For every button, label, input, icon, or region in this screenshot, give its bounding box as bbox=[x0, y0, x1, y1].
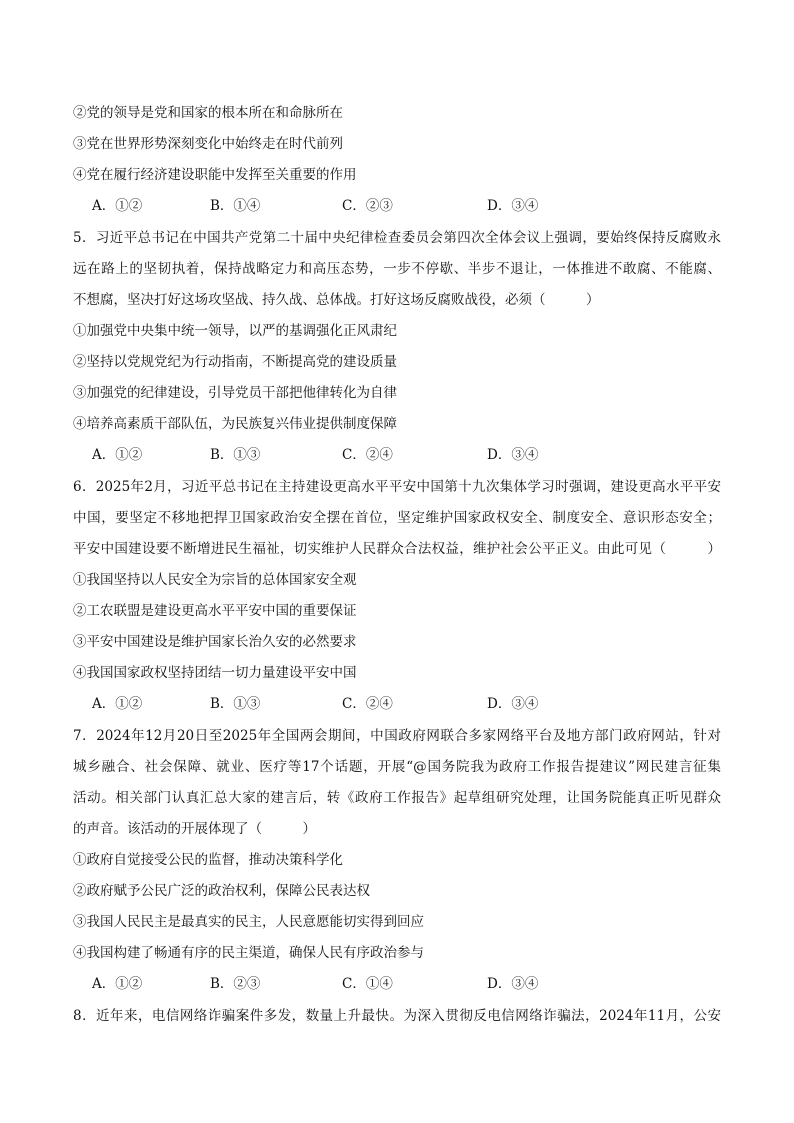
options-row bbox=[92, 694, 692, 714]
question-7-stem-line: 城乡融合、社会保障、就业、医疗等17个话题，开展“@国务院我为政府工作报告提建议”网民建言征集 bbox=[73, 759, 721, 775]
statement-1: ①加强党中央集中统一领导，以严的基调强化正风肃纪 bbox=[73, 323, 397, 339]
question-6-stem-line: 6．2025年2月，习近平总书记在主持建设更高水平平安中国第十九次集体学习时强调，建设更高水平平安 bbox=[73, 479, 721, 495]
question-7-stem-line: 的声音。该活动的开展体现了（ ） bbox=[73, 821, 316, 837]
statement-3: ③加强党的纪律建设，引导党员干部把他律转化为自律 bbox=[73, 385, 397, 401]
question-6-stem-line: 中国，要坚定不移地把捍卫国家政治安全摆在首位，坚定维护国家政权安全、制度安全、意识形态安全； bbox=[73, 510, 721, 526]
option-d: D．③④ bbox=[487, 447, 539, 463]
statement-2: ②坚持以党规党纪为行动指南，不断提高党的建设质量 bbox=[73, 354, 397, 370]
question-6-stem-line: 平安中国建设要不断增进民生福祉，切实维护人民群众合法权益，维护社会公平正义。由此可见（ ） bbox=[73, 541, 721, 557]
option-d: D．③④ bbox=[487, 696, 539, 712]
statement-3: ③我国人民民主是最真实的民主，人民意愿能切实得到回应 bbox=[73, 914, 424, 930]
question-5-stem-line: 5．习近平总书记在中国共产党第二十届中央纪律检查委员会第四次全体会议上强调，要始终保持反腐败永 bbox=[73, 230, 721, 246]
statement-3: ③平安中国建设是维护国家长治久安的必然要求 bbox=[73, 634, 357, 650]
option-d: D．③④ bbox=[487, 976, 539, 992]
question-5-stem-line: 不想腐，坚决打好这场攻坚战、持久战、总体战。打好这场反腐败战役，必须（ ） bbox=[73, 292, 600, 308]
statement-3: ③党在世界形势深刻变化中始终走在时代前列 bbox=[73, 136, 343, 152]
statement-2: ②工农联盟是建设更高水平平安中国的重要保证 bbox=[73, 603, 357, 619]
question-7-stem-line: 7．2024年12月20日至2025年全国两会期间，中国政府网联合多家网络平台及地方部门政府网站，针对 bbox=[73, 728, 721, 744]
option-c: C．②③ bbox=[342, 198, 393, 214]
question-5-stem-line: 远在路上的坚韧执着，保持战略定力和高压态势，一步不停歇、半步不退让，一体推进不敢腐、不能腐、 bbox=[73, 261, 721, 277]
question-8-stem-line: 8．近年来，电信网络诈骗案件多发，数量上升最快。为深入贯彻反电信网络诈骗法，2024年11月，公安 bbox=[73, 1008, 721, 1024]
options-row bbox=[92, 445, 692, 465]
option-c: C．①④ bbox=[342, 976, 393, 992]
statement-4: ④培养高素质干部队伍，为民族复兴伟业提供制度保障 bbox=[73, 416, 397, 432]
option-b: B．①③ bbox=[210, 447, 261, 463]
option-c: C．②④ bbox=[342, 447, 393, 463]
option-a: A．①② bbox=[92, 696, 143, 712]
statement-1: ①政府自觉接受公民的监督，推动决策科学化 bbox=[73, 852, 343, 868]
options-row bbox=[92, 196, 692, 216]
option-c: C．②④ bbox=[342, 696, 393, 712]
option-b: B．①④ bbox=[210, 198, 261, 214]
option-a: A．①② bbox=[92, 198, 143, 214]
option-d: D．③④ bbox=[487, 198, 539, 214]
option-a: A．①② bbox=[92, 976, 143, 992]
statement-2: ②党的领导是党和国家的根本所在和命脉所在 bbox=[73, 105, 343, 121]
option-b: B．②③ bbox=[210, 976, 261, 992]
question-7-stem-line: 活动。相关部门认真汇总大家的建言后，转《政府工作报告》起草组研究处理，让国务院能真正听见群众 bbox=[73, 790, 721, 806]
options-row bbox=[92, 974, 692, 994]
statement-4: ④党在履行经济建设职能中发挥至关重要的作用 bbox=[73, 167, 357, 183]
option-b: B．①③ bbox=[210, 696, 261, 712]
statement-4: ④我国国家政权坚持团结一切力量建设平安中国 bbox=[73, 665, 357, 681]
statement-1: ①我国坚持以人民安全为宗旨的总体国家安全观 bbox=[73, 572, 357, 588]
option-a: A．①② bbox=[92, 447, 143, 463]
statement-4: ④我国构建了畅通有序的民主渠道，确保人民有序政治参与 bbox=[73, 945, 424, 961]
statement-2: ②政府赋予公民广泛的政治权利，保障公民表达权 bbox=[73, 883, 370, 899]
